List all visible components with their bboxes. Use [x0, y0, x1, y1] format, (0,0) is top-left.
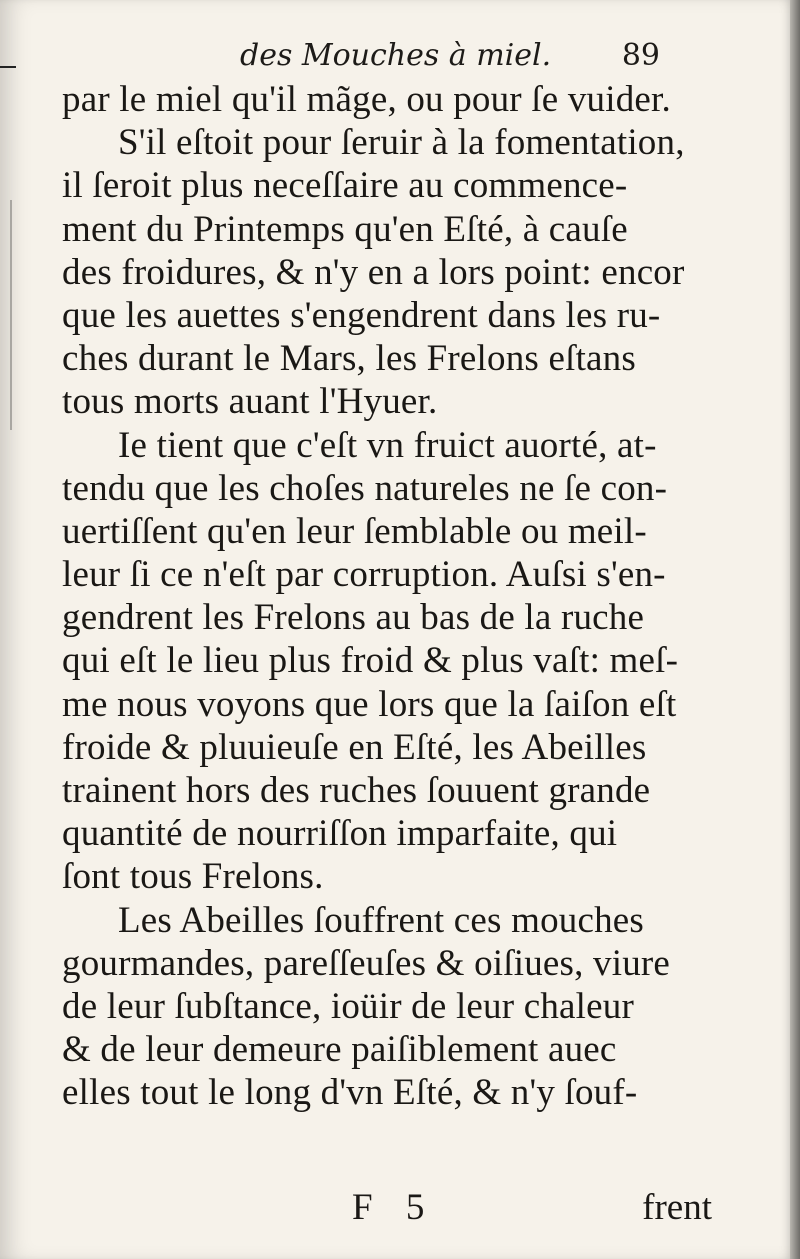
text-line: ment du Printemps qu'en Eſté, à cauſe	[62, 208, 628, 250]
text-line: quantité de nourriſſon imparfaite, qui	[62, 813, 618, 855]
text-line: tous morts auant l'Hyuer.	[62, 381, 438, 423]
running-title: des Mouches à miel.	[240, 38, 552, 73]
text-line: des froidures, & n'y en a lors point: encor	[62, 251, 685, 293]
running-head	[240, 38, 660, 82]
page-number: 89	[621, 38, 660, 73]
text-line: gourmandes, pareſſeuſes & oiſiues, viure	[62, 942, 671, 984]
catchword: frent	[642, 1187, 712, 1228]
text-line: elles tout le long d'vn Eſté, & n'y ſouf-	[62, 1072, 638, 1114]
text-line: ſont tous Frelons.	[62, 856, 324, 898]
text-line: gendrent les Frelons au bas de la ruche	[62, 597, 645, 639]
text-line: me nous voyons que lors que la ſaiſon eſt	[62, 683, 677, 725]
text-line: tendu que les choſes natureles ne ſe con-	[62, 467, 668, 509]
body-text	[62, 78, 712, 1115]
text-line: ches durant le Mars, les Frelons eſtans	[62, 338, 636, 380]
text-line: froide & pluuieuſe en Eſté, les Abeilles	[62, 726, 647, 768]
signature-mark: F 5	[352, 1187, 437, 1228]
text-line: Ie tient que c'eſt vn fruict auorté, at-	[118, 424, 657, 466]
text-line: par le miel qu'il mãge, ou pour ſe vuider.	[62, 79, 671, 120]
text-line: qui eſt le lieu plus froid & plus vaſt: meſ-	[62, 640, 679, 682]
page-edge-shadow	[790, 0, 800, 1259]
text-line: il ſeroit plus neceſſaire au commence-	[62, 165, 628, 207]
gutter-mark	[0, 66, 16, 68]
text-line: que les auettes s'engendrent dans les ru-	[62, 294, 661, 336]
text-line: & de leur demeure paiſiblement auec	[62, 1029, 617, 1071]
page-footer	[62, 1186, 712, 1232]
text-line: uertiſſent qu'en leur ſemblable ou meil-	[62, 510, 647, 552]
text-line: Les Abeilles ſouffrent ces mouches	[118, 899, 645, 941]
text-line: leur ſi ce n'eſt par corruption. Auſsi s'en-	[62, 554, 666, 596]
gutter-line	[10, 200, 12, 430]
text-line: S'il eſtoit pour ſeruir à la fomentation,	[118, 122, 685, 164]
text-line: de leur ſubſtance, ioüir de leur chaleur	[62, 985, 634, 1027]
text-line: trainent hors des ruches ſouuent grande	[62, 770, 651, 811]
